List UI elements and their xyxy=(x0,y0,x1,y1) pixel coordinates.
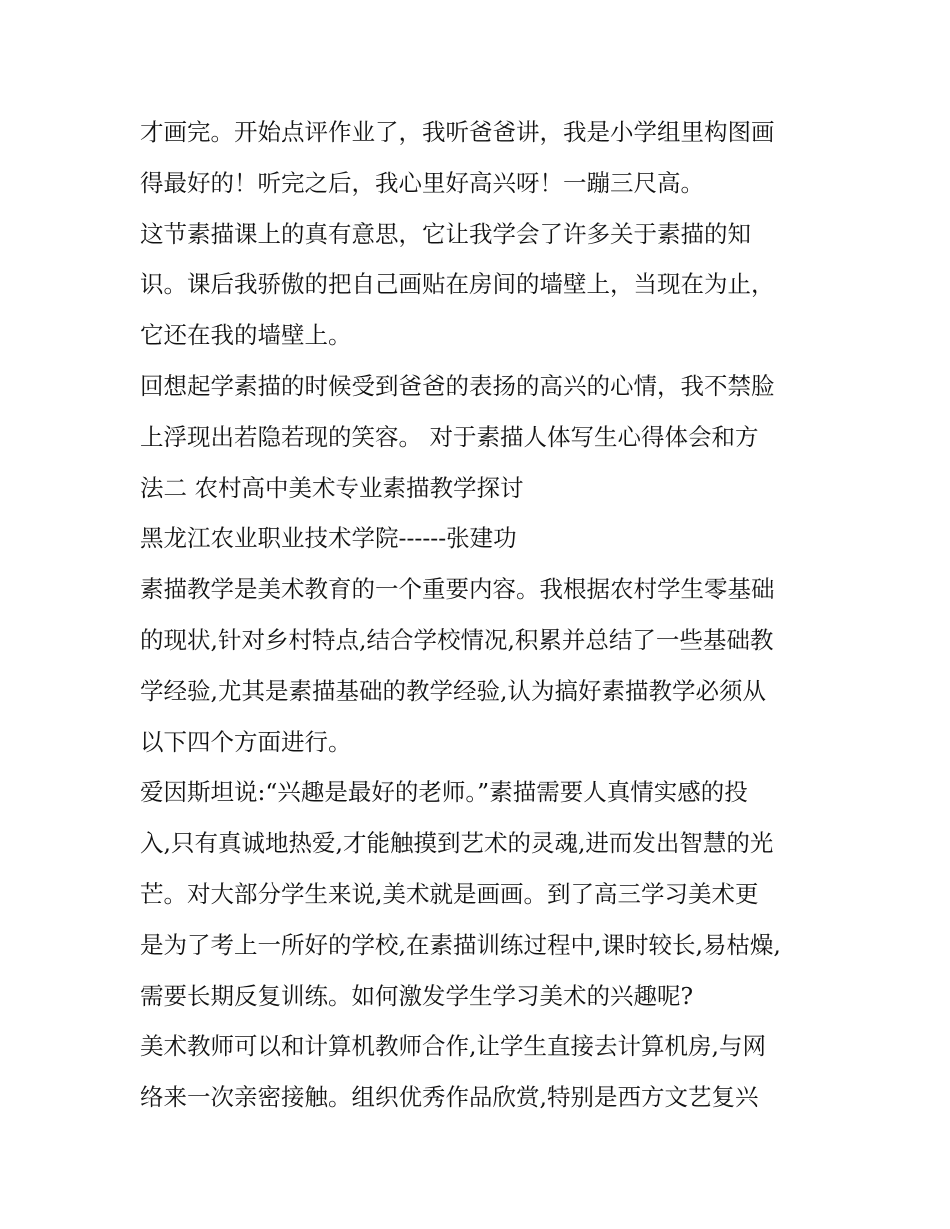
text-line: 才画完。开始点评作业了，我听爸爸讲，我是小学组里构图画 xyxy=(140,118,775,146)
text-line: 这节素描课上的真有意思，它让我学会了许多关于素描的知 xyxy=(140,219,751,248)
text-line: 芒。对大部分学生来说,美术就是画画。到了高三学习美术更 xyxy=(140,879,759,908)
text-line: 入,只有真诚地热爱,才能触摸到艺术的灵魂,进而发出智慧的光 xyxy=(140,829,774,858)
text-line: 上浮现出若隐若现的笑容。 对于素描人体写生心得体会和方 xyxy=(140,422,759,451)
text-line: 是为了考上一所好的学校,在素描训练过程中,课时较长,易枯燥, xyxy=(140,930,781,959)
section-title-line: 法二 农村高中美术专业素描教学探讨 xyxy=(140,473,524,502)
text-line: 它还在我的墙壁上。 xyxy=(140,321,352,350)
text-line: 需要长期反复训练。如何激发学生学习美术的兴趣呢? xyxy=(140,981,694,1010)
text-line: 爱因斯坦说:“兴趣是最好的老师。”素描需要人真情实感的投 xyxy=(140,778,748,807)
text-line: 络来一次亲密接触。组织优秀作品欣赏,特别是西方文艺复兴 xyxy=(140,1083,759,1112)
text-line: 回想起学素描的时候受到爸爸的表扬的高兴的心情，我不禁脸 xyxy=(140,371,775,400)
text-line: 美术教师可以和计算机教师合作,让学生直接去计算机房,与网 xyxy=(140,1032,766,1061)
text-line: 识。课后我骄傲的把自己画贴在房间的墙壁上，当现在为止， xyxy=(140,270,775,299)
text-line: 以下四个方面进行。 xyxy=(140,727,352,756)
text-line: 得最好的！听完之后，我心里好高兴呀！一蹦三尺高。 xyxy=(140,168,704,197)
text-line: 素描教学是美术教育的一个重要内容。我根据农村学生零基础 xyxy=(140,575,775,604)
text-line: 学经验,尤其是素描基础的教学经验,认为搞好素描教学必须从 xyxy=(140,676,766,705)
text-line: 的现状,针对乡村特点,结合学校情况,积累并总结了一些基础教 xyxy=(140,625,774,654)
author-line: 黑龙江农业职业技术学院------张建功 xyxy=(140,524,517,553)
document-body xyxy=(140,107,820,1123)
